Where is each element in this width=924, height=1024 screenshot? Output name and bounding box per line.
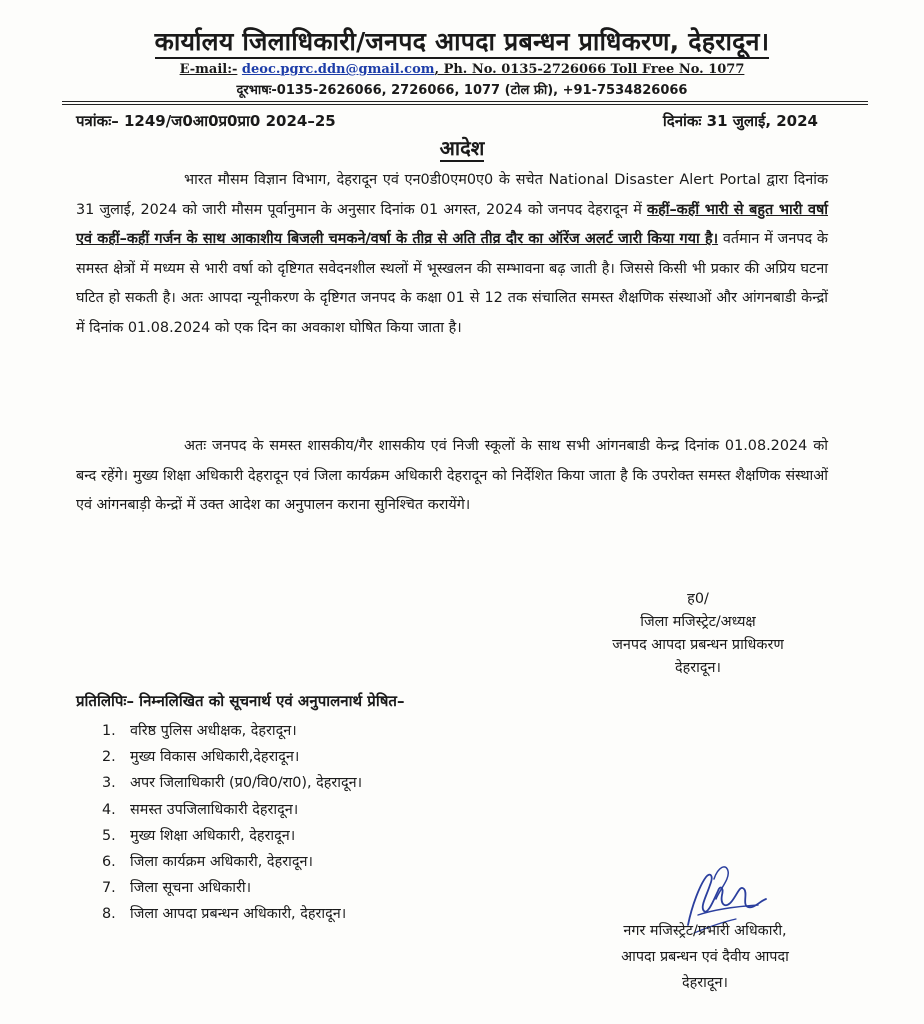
list-item: 5. मुख्य शिक्षा अधिकारी, देहरादून। (102, 827, 296, 844)
paragraph-1-rest: वर्तमान में जनपद के समस्त क्षेत्रों में मध्यम से भारी वर्षा को दृष्टिगत सवेदनशील स्थलों में भूस्खलन की सम्भावना बढ़ जाती है। जिससे किसी भी प्रकार की अप्रिय घटना घटित हो सकती है। अतः आपदा न्यूनीकरण के दृष्टिगत जनपद के कक्षा 01 से 12 तक संचालित समस्त शैक्षणिक संस्थाओं और आंगनबाडी केन्द्रों में दिनांक 01.08.2024 को एक दिन का अवकाश घोषित किया जाता है। (76, 231, 828, 336)
order-paragraph-1 (76, 166, 828, 344)
order-date: दिनांकः 31 जुलाई, 2024 (662, 112, 818, 130)
district-magistrate-signature-block (578, 588, 818, 680)
signatory-place: देहरादून। (675, 660, 721, 676)
list-item: 6. जिला कार्यक्रम अधिकारी, देहरादून। (102, 854, 313, 871)
signatory-department: आपदा प्रबन्धन एवं दैवीय आपदा (621, 949, 789, 965)
header-divider-double (62, 104, 868, 105)
order-paragraph-2: अतः जनपद के समस्त शासकीय/गैर शासकीय एवं निजी स्कूलों के साथ सभी आंगनबाडी केन्द्र दिनांक 01.08.2024 को बन्द रहेंगे। मुख्य शिक्षा अधिकारी देहरादून एवं जिला कार्यक्रम अधिकारी देहरादून को निर्देशित किया जाता है कि उपरोक्त समस्त शैक्षणिक संस्थाओं एवं आंगनबाड़ी केन्द्रों में उक्त आदेश का अनुपालन कराना सुनिश्चित करायेंगे। (76, 438, 828, 514)
signatory-designation: जिला मजिस्ट्रेट/अध्यक्ष (640, 614, 756, 630)
copy-to-title: प्रतिलिपिः– निम्नलिखित को सूचनार्थ एवं अनुपालनार्थ प्रेषित– (76, 692, 405, 710)
order-title: आदेश (439, 136, 485, 160)
paragraph-1-intro: भारत मौसम विज्ञान विभाग, देहरादून एवं एन0डी0एम0ए0 के सचेत National Disaster Alert Portal द्वारा दिनांक 31 जुलाई, 2024 को जारी मौसम पूर्वानुमान के अनुसार दिनांक 01 अगस्त, 2024 को जनपद देहरादून में (76, 172, 828, 218)
orange-alert-highlight: कहीं–कहीं भारी से बहुत भारी वर्षा एवं कहीं–कहीं गर्जन के साथ आकाशीय बिजली चमकने/वर्षा के तीव्र से अति तीव्र दौर का ऑरेंज अलर्ट जारी किया गया है। (76, 201, 828, 248)
reference-number: पत्रांकः– 1249/ज0आ0प्र0प्रा0 2024–25 (76, 112, 336, 130)
signatory-authority: जनपद आपदा प्रबन्धन प्राधिकरण (612, 637, 784, 653)
list-item: 1. वरिष्ठ पुलिस अधीक्षक, देहरादून। (102, 723, 297, 739)
list-item: 2. मुख्य विकास अधिकारी,देहरादून। (102, 749, 300, 766)
list-item: 3. अपर जिलाधिकारी (प्र0/वि0/रा0), देहरादून। (102, 775, 363, 792)
office-header-title: कार्यालय जिलाधिकारी/जनपद आपदा प्रबन्धन प्राधिकरण, देहरादून। (0, 24, 924, 58)
signed-mark: ह0/ (687, 591, 709, 607)
email-label: E-mail:- (179, 62, 238, 77)
email-link[interactable]: deoc.pgrc.ddn@gmail.com (241, 62, 435, 77)
list-item: 8. जिला आपदा प्रबन्धन अधिकारी, देहरादून। (102, 906, 347, 923)
city-magistrate-signature-block (570, 918, 840, 996)
signatory-designation: नगर मजिस्ट्रेट/प्रभारी अधिकारी, (623, 923, 787, 939)
contact-email-line (0, 62, 924, 77)
list-item: 4. समस्त उपजिलाधिकारी देहरादून। (102, 801, 299, 818)
phone-toll-text: , Ph. No. 0135-2726066 Toll Free No. 1077 (434, 62, 745, 77)
signatory-place: देहरादून। (682, 975, 728, 991)
copy-to-list (102, 718, 362, 928)
header-divider (62, 101, 868, 102)
contact-phone-line: दूरभाषः-0135-2626066, 2726066, 1077 (टोल फ्री), +91-7534826066 (236, 83, 688, 98)
list-item: 7. जिला सूचना अधिकारी। (102, 880, 252, 897)
